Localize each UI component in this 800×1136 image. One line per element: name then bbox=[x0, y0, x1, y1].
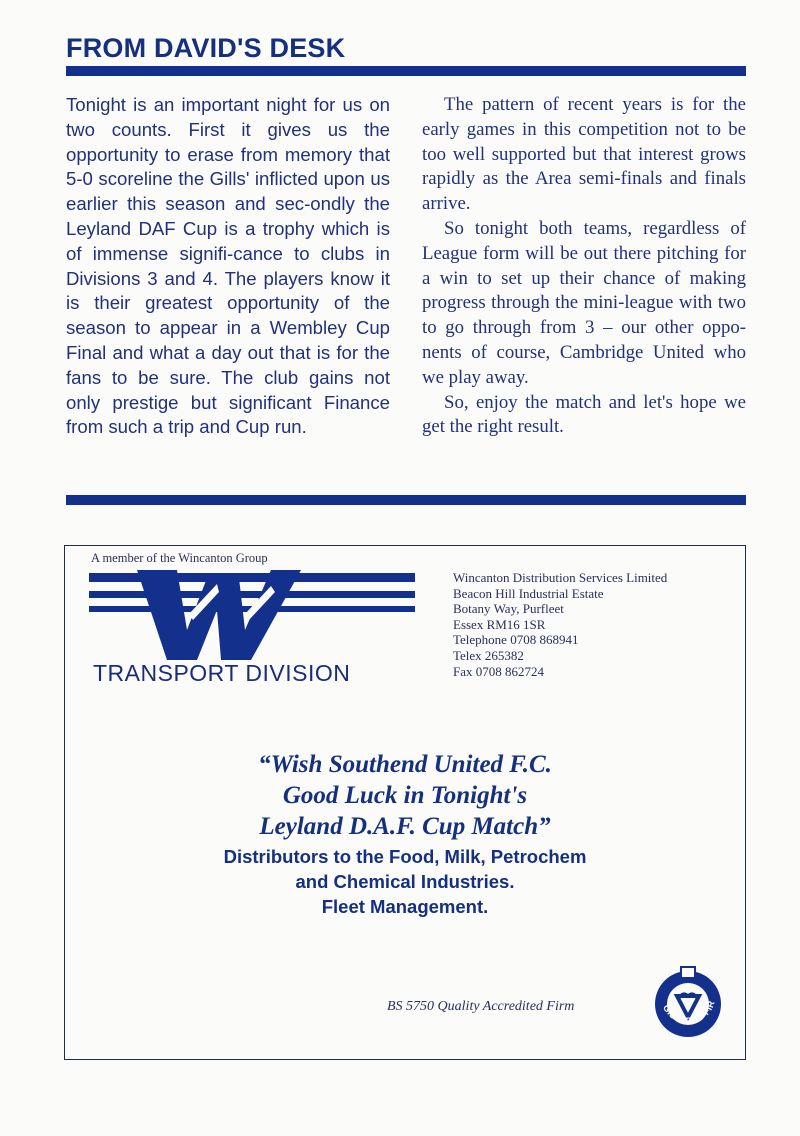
article-paragraph: The pattern of recent years is for the early games in this competition not to be too well supported but that interest grows rapidly as the Area semi-finals and finals arrive. bbox=[422, 94, 746, 215]
address-line: Telex 265382 bbox=[453, 647, 524, 663]
address-line: Botany Way, Purfleet bbox=[453, 601, 564, 617]
article-right-column bbox=[422, 93, 746, 440]
section-rule bbox=[66, 495, 746, 505]
advert-slogan bbox=[65, 749, 745, 842]
article-left-column bbox=[66, 93, 390, 440]
services-line: and Chemical Industries. bbox=[295, 871, 515, 892]
registered-firm-badge-icon bbox=[650, 964, 726, 1045]
quality-accreditation: BS 5750 Quality Accredited Firm bbox=[387, 999, 575, 1014]
company-address bbox=[453, 570, 667, 679]
services-line: Distributors to the Food, Milk, Petrochem bbox=[223, 846, 587, 867]
address-line: Telephone 0708 868941 bbox=[453, 632, 579, 648]
slogan-line: “Wish Southend United F.C. bbox=[258, 751, 552, 778]
member-line: A member of the Wincanton Group bbox=[91, 551, 268, 565]
badge-text: GISTERED FIR bbox=[661, 999, 717, 1026]
address-line: Beacon Hill Industrial Estate bbox=[453, 585, 604, 601]
wincanton-advert bbox=[64, 545, 746, 1060]
wincanton-w-logo-icon bbox=[89, 570, 419, 667]
address-line: Essex RM16 1SR bbox=[453, 616, 546, 632]
page-title: FROM DAVID'S DESK bbox=[66, 33, 346, 63]
address-line: Wincanton Distribution Services Limited bbox=[453, 570, 668, 585]
article-paragraph: Tonight is an important night for us on two counts. First it gives us the opportunity to erase from memory that 5-0 scoreline the Gills' inflicted upon us earlier this season and sec-ondly the Leyland DAF Cup is a trophy which is of immense signifi-cance to clubs in Divisions 3 and 4. The players know it is their greatest opportunity of the season to appear in a Wembley Cup Final and what a day out that is for the fans to be sure. The club gains not only prestige but significant Finance from such a trip and Cup run. bbox=[66, 94, 390, 438]
article-paragraph: So tonight both teams, regardless of League form will be out there pitching for a win to set up their chance of making progress through the mini-league with two to go through from 3 – our other oppo-nents of course, Cambridge United who we play away. bbox=[422, 217, 746, 388]
title-rule bbox=[66, 66, 746, 76]
services-text bbox=[65, 844, 745, 919]
article-paragraph: So, enjoy the match and let's hope we get the right result. bbox=[422, 391, 746, 438]
address-line: Fax 0708 862724 bbox=[453, 663, 544, 679]
slogan-line: Leyland D.A.F. Cup Match” bbox=[259, 813, 551, 840]
slogan-line: Good Luck in Tonight's bbox=[282, 782, 528, 809]
services-line: Fleet Management. bbox=[321, 896, 489, 917]
division-title: TRANSPORT DIVISION bbox=[93, 660, 351, 686]
